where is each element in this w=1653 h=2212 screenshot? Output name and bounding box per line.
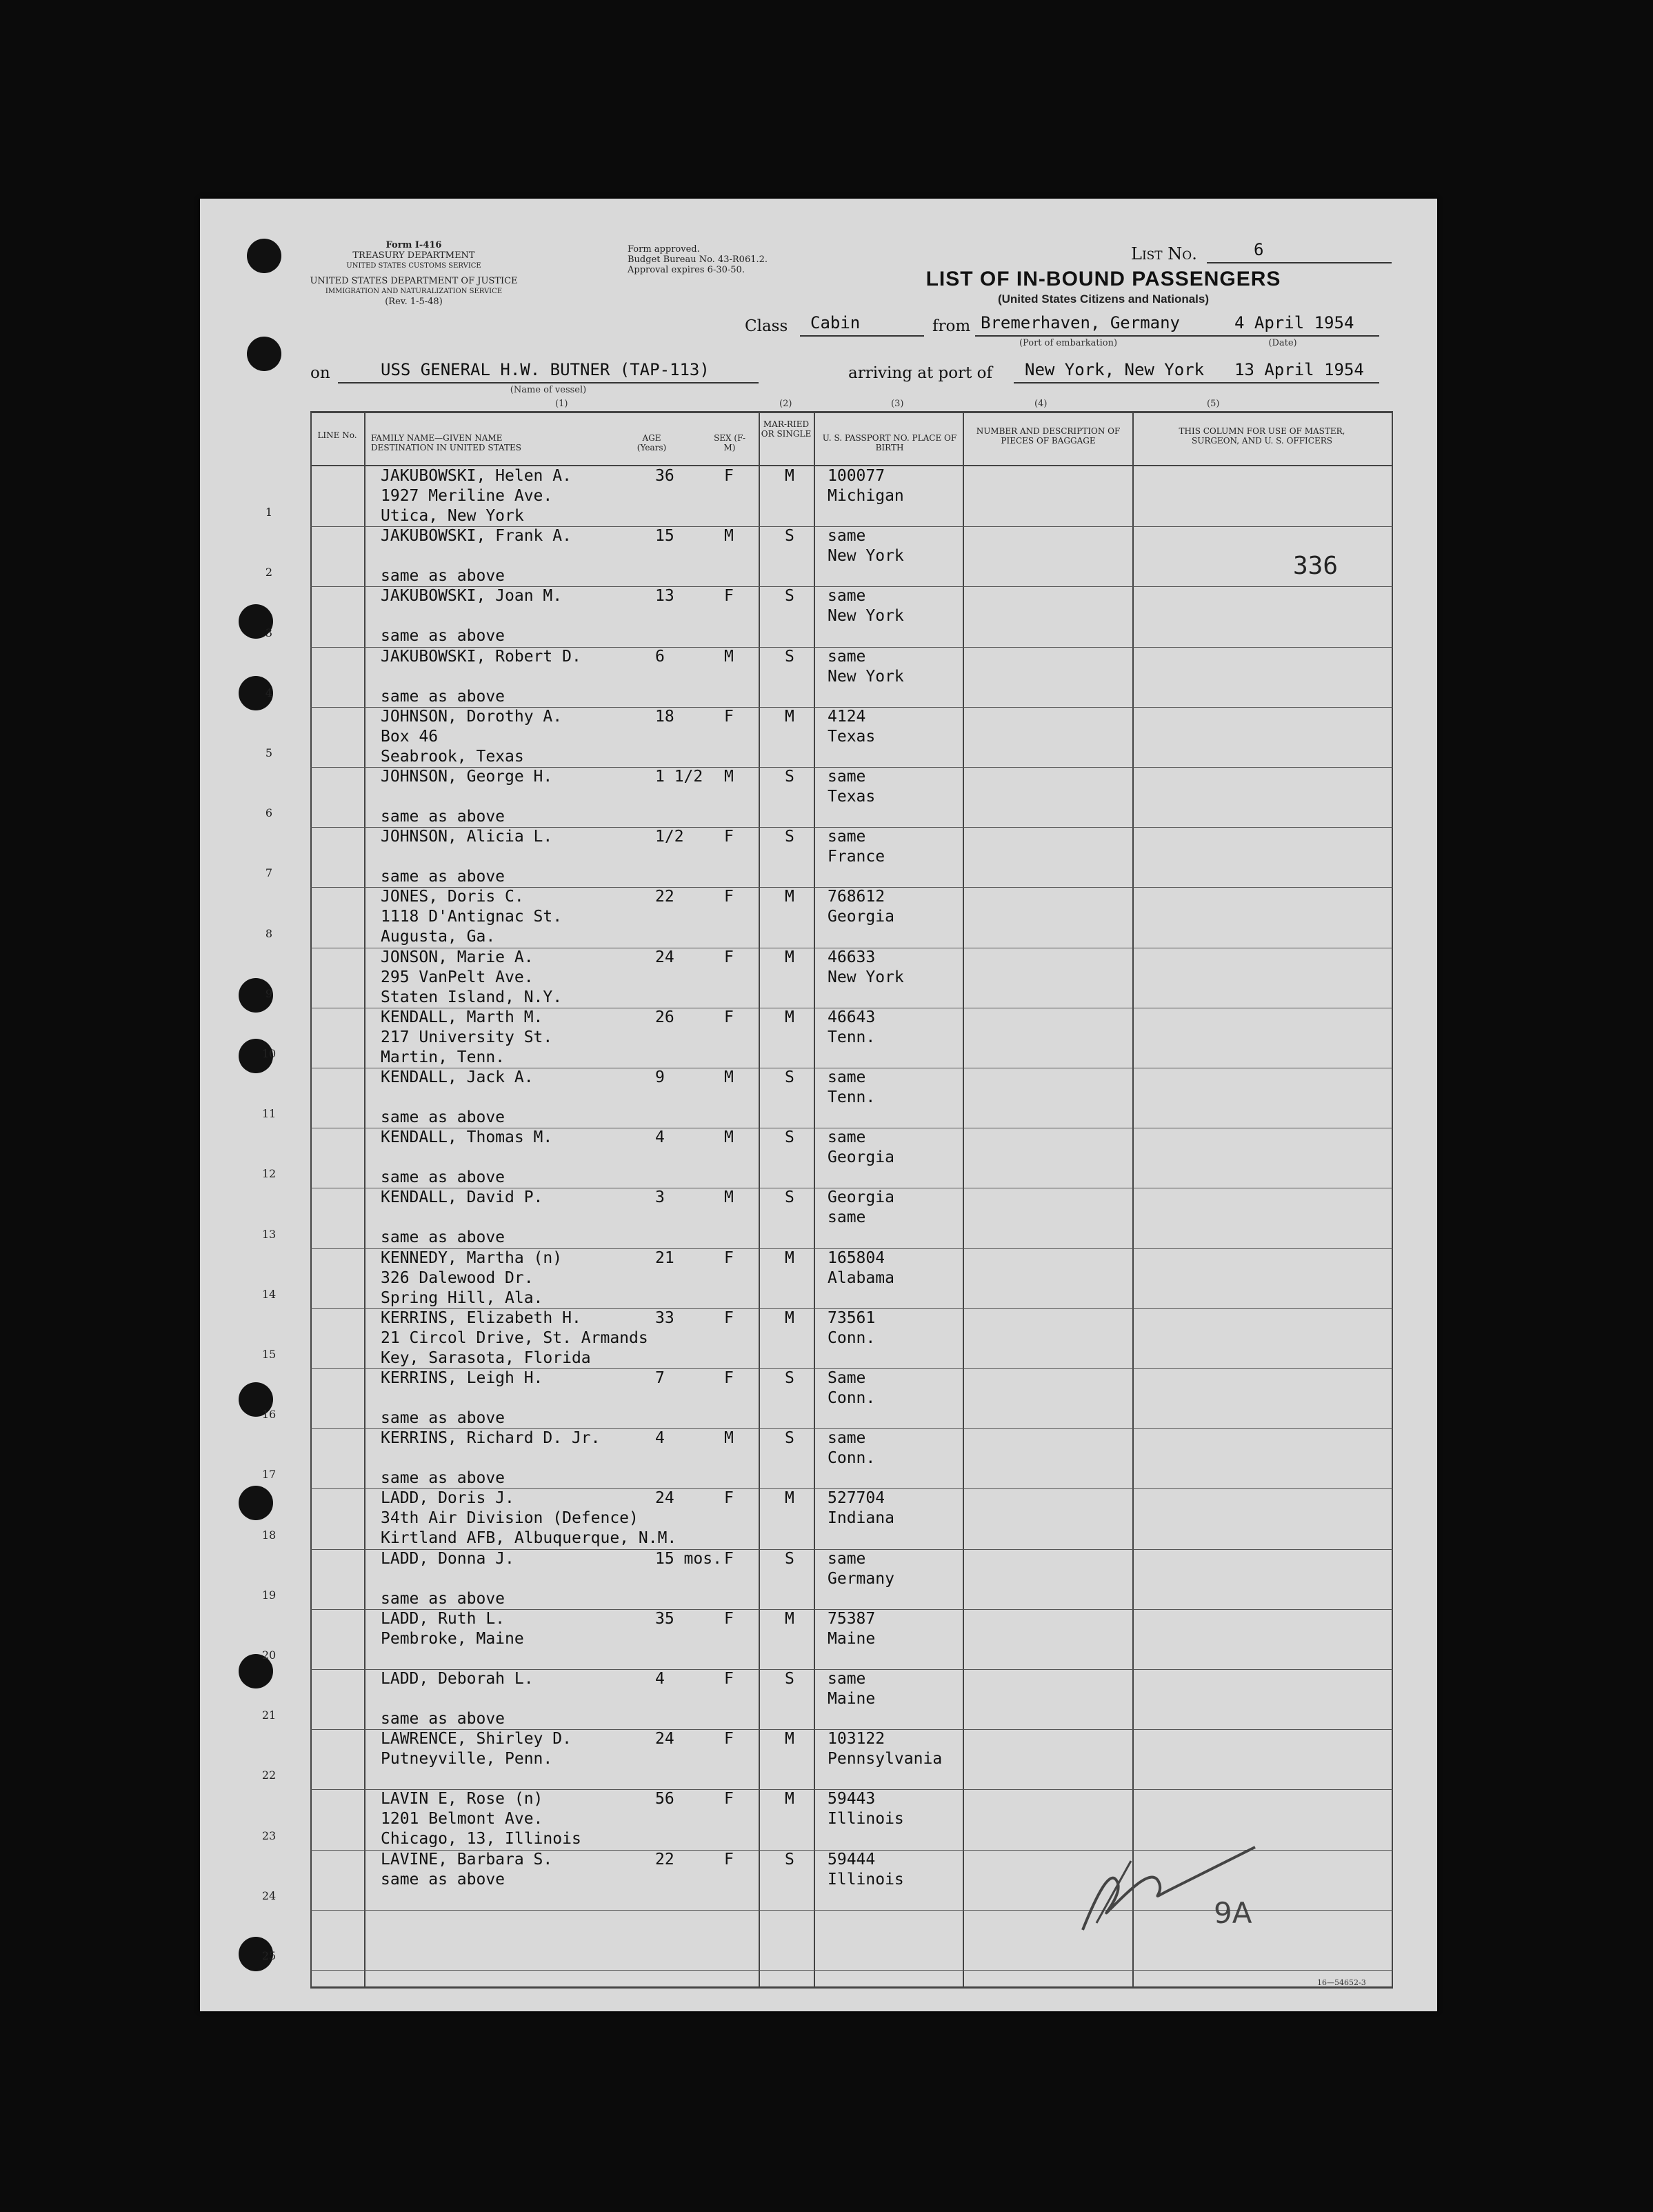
approval-block [628, 244, 807, 275]
passenger-sex: M [724, 527, 734, 545]
passenger-age: 33 [655, 1309, 674, 1327]
passport-birthplace: Georgia same [828, 1188, 894, 1226]
passport-birthplace: 103122 Pennsylvania [828, 1730, 943, 1768]
line-number: 18 [261, 1528, 277, 1542]
col-num: (5) [1207, 399, 1220, 409]
passenger-sex: F [724, 948, 734, 966]
line-number: 16 [261, 1408, 277, 1421]
marital-status: S [785, 828, 794, 846]
line-number: 1 [265, 506, 273, 519]
form-header-left-2 [303, 276, 524, 307]
marital-status: M [785, 948, 794, 966]
passenger-name: KENDALL, Thomas M. same as above [381, 1128, 553, 1186]
passenger-name: LADD, Donna J. same as above [381, 1550, 514, 1608]
from-underline [975, 335, 1223, 337]
col-head-married: MAR-RIED OR SINGLE [761, 419, 812, 439]
marital-status: M [785, 1309, 794, 1327]
passenger-age: 13 [655, 587, 674, 605]
passport-birthplace: same Tenn. [828, 1068, 876, 1106]
passenger-sex: F [724, 1369, 734, 1387]
passenger-name: JONES, Doris C. 1118 D'Antignac St. Augusta, Ga. [381, 888, 563, 946]
passenger-sex: F [724, 1790, 734, 1808]
col-head-age: AGE (Years) [637, 433, 667, 452]
passenger-name: JONSON, Marie A. 295 VanPelt Ave. Staten Island, N.Y. [381, 948, 563, 1006]
passport-birthplace: same Texas [828, 768, 876, 806]
passenger-sex: F [724, 587, 734, 605]
line-number: 23 [261, 1829, 277, 1842]
punch-hole [247, 239, 281, 273]
passenger-age: 18 [655, 708, 674, 726]
passport-birthplace: same New York [828, 587, 904, 625]
passport-birthplace: 46643 Tenn. [828, 1008, 876, 1046]
col-head-officers: THIS COLUMN FOR USE OF MASTER, SURGEON, AND U. S. OFFICERS [1179, 426, 1345, 446]
passport-birthplace: same Germany [828, 1550, 894, 1588]
passenger-sex: F [724, 1851, 734, 1869]
col-num: (4) [1034, 399, 1048, 409]
from-label: from [932, 317, 971, 335]
line-number: 25 [261, 1949, 277, 1962]
passport-birthplace: same New York [828, 648, 904, 686]
signature-note: 9A [1214, 1896, 1252, 1930]
passenger-age: 4 [655, 1429, 665, 1447]
passenger-age: 15 mos. [655, 1550, 722, 1568]
punch-hole [247, 337, 281, 371]
from-value: Bremerhaven, Germany [981, 313, 1180, 332]
passport-birthplace: same New York [828, 527, 904, 565]
passenger-name: LADD, Deborah L. same as above [381, 1670, 534, 1728]
col-num: (1) [555, 399, 568, 409]
punch-hole [239, 1486, 273, 1520]
col-head-line: LINE No. [317, 430, 357, 440]
col-num: (2) [779, 399, 792, 409]
passenger-name: KENDALL, Jack A. same as above [381, 1068, 534, 1126]
arrival-date: 13 April 1954 [1234, 360, 1364, 379]
marital-status: S [785, 587, 794, 605]
passport-birthplace: 100077 Michigan [828, 467, 904, 505]
passenger-age: 7 [655, 1369, 665, 1387]
form-subtitle: (United States Citizens and Nationals) [997, 292, 1210, 306]
line-number: 12 [261, 1167, 277, 1180]
class-value: Cabin [810, 313, 861, 332]
passenger-age: 4 [655, 1670, 665, 1688]
dept-line: UNITED STATES DEPARTMENT OF JUSTICE [310, 276, 518, 286]
list-no-label: List No. [1131, 244, 1197, 263]
passenger-age: 22 [655, 1851, 674, 1869]
line-number: 8 [265, 927, 273, 940]
passenger-name: JOHNSON, Alicia L. same as above [381, 828, 553, 886]
line-number: 9 [265, 987, 273, 1000]
col-head-passport: U. S. PASSPORT NO. PLACE OF BIRTH [822, 433, 957, 452]
passenger-age: 15 [655, 527, 674, 545]
approval-line: Budget Bureau No. 43-R061.2. [628, 255, 768, 265]
line-number: 7 [265, 866, 273, 879]
passenger-sex: F [724, 1309, 734, 1327]
marital-status: S [785, 1550, 794, 1568]
line-number: 11 [261, 1107, 277, 1120]
passenger-name: KENDALL, David P. same as above [381, 1188, 543, 1246]
marital-status: S [785, 1670, 794, 1688]
passport-birthplace: 59443 Illinois [828, 1790, 904, 1828]
passenger-name: LAVINE, Barbara S. same as above [381, 1851, 553, 1889]
passenger-age: 24 [655, 948, 674, 966]
line-number: 6 [265, 806, 273, 819]
passenger-sex: F [724, 1249, 734, 1267]
row-divider [310, 1970, 1393, 1971]
passenger-age: 24 [655, 1489, 674, 1507]
form-header-left [303, 240, 524, 271]
marital-status: S [785, 1369, 794, 1387]
marital-status: M [785, 467, 794, 485]
marital-status: S [785, 648, 794, 666]
passenger-age: 4 [655, 1128, 665, 1146]
footer-code: 16—54652-3 [1317, 1978, 1366, 1987]
line-number: 24 [261, 1889, 277, 1902]
handwritten-signature [1069, 1840, 1276, 1937]
passenger-sex: F [724, 1008, 734, 1026]
passport-birthplace: Same Conn. [828, 1369, 876, 1407]
passenger-age: 26 [655, 1008, 674, 1026]
col-num: (3) [891, 399, 904, 409]
passenger-name: JOHNSON, Dorothy A. Box 46 Seabrook, Texas [381, 708, 563, 766]
embark-date: 4 April 1954 [1234, 313, 1354, 332]
passenger-age: 9 [655, 1068, 665, 1086]
line-number: 19 [261, 1588, 277, 1602]
passenger-name: LAWRENCE, Shirley D. Putneyville, Penn. [381, 1730, 572, 1768]
date-caption: (Date) [1268, 338, 1297, 348]
line-number: 5 [265, 746, 273, 759]
passenger-age: 36 [655, 467, 674, 485]
marital-status: M [785, 1008, 794, 1026]
marital-status: M [785, 888, 794, 906]
passenger-sex: F [724, 467, 734, 485]
marital-status: M [785, 708, 794, 726]
passenger-age: 3 [655, 1188, 665, 1206]
passport-birthplace: 4124 Texas [828, 708, 876, 746]
passenger-sex: M [724, 1429, 734, 1447]
approval-line: Approval expires 6-30-50. [628, 265, 745, 275]
annotation-336: 336 [1293, 552, 1339, 580]
passenger-age: 24 [655, 1730, 674, 1748]
passport-birthplace: 75387 Maine [828, 1610, 876, 1648]
form-number: Form I-416 [385, 240, 442, 250]
passenger-sex: F [724, 1489, 734, 1507]
col-head-name: FAMILY NAME—GIVEN NAME DESTINATION IN UNITED STATES [371, 433, 521, 452]
line-number: 10 [261, 1047, 277, 1060]
passenger-sex: F [724, 888, 734, 906]
passenger-sex: F [724, 1550, 734, 1568]
passport-birthplace: 59444 Illinois [828, 1851, 904, 1889]
passenger-name: KERRINS, Leigh H. same as above [381, 1369, 543, 1427]
passenger-sex: F [724, 828, 734, 846]
passenger-age: 35 [655, 1610, 674, 1628]
dept-line: UNITED STATES CUSTOMS SERVICE [346, 262, 481, 270]
marital-status: S [785, 1188, 794, 1206]
passenger-sex: M [724, 1128, 734, 1146]
passport-birthplace: same Georgia [828, 1128, 894, 1166]
list-no-underline [1207, 262, 1392, 263]
port-caption: (Port of embarkation) [1019, 338, 1118, 348]
vessel-caption: (Name of vessel) [510, 385, 587, 395]
passport-birthplace: same Conn. [828, 1429, 876, 1467]
passport-birthplace: 165804 Alabama [828, 1249, 894, 1287]
line-number: 2 [265, 566, 273, 579]
passenger-name: KENNEDY, Martha (n) 326 Dalewood Dr. Spring Hill, Ala. [381, 1249, 563, 1307]
marital-status: M [785, 1610, 794, 1628]
passenger-sex: M [724, 1068, 734, 1086]
on-label: on [310, 364, 330, 382]
dept-line: IMMIGRATION AND NATURALIZATION SERVICE [325, 288, 503, 295]
marital-status: M [785, 1730, 794, 1748]
date-underline [1223, 335, 1379, 337]
passenger-name: JAKUBOWSKI, Robert D. same as above [381, 648, 581, 706]
passenger-age: 56 [655, 1790, 674, 1808]
line-number: 13 [261, 1228, 277, 1241]
passenger-age: 1 1/2 [655, 768, 703, 786]
passenger-name: KERRINS, Richard D. Jr. same as above [381, 1429, 601, 1487]
marital-status: M [785, 1489, 794, 1507]
passport-birthplace: same France [828, 828, 885, 866]
passenger-sex: F [724, 708, 734, 726]
passport-birthplace: 73561 Conn. [828, 1309, 876, 1347]
line-number: 15 [261, 1348, 277, 1361]
passenger-name: KERRINS, Elizabeth H. 21 Circol Drive, St. Armands Key, Sarasota, Florida [381, 1309, 648, 1367]
marital-status: S [785, 1068, 794, 1086]
dept-line: TREASURY DEPARTMENT [352, 250, 475, 261]
marital-status: M [785, 1249, 794, 1267]
table-top [310, 411, 1393, 413]
class-underline [800, 335, 924, 337]
marital-status: S [785, 1128, 794, 1146]
passenger-age: 22 [655, 888, 674, 906]
approval-line: Form approved. [628, 244, 700, 255]
arriving-label: arriving at port of [848, 364, 992, 382]
line-number: 22 [261, 1768, 277, 1782]
passenger-name: KENDALL, Marth M. 217 University St. Martin, Tenn. [381, 1008, 553, 1066]
line-number: 20 [261, 1648, 277, 1662]
line-number: 3 [265, 626, 273, 639]
passenger-sex: F [724, 1730, 734, 1748]
class-label: Class [745, 317, 788, 335]
vessel-name: USS GENERAL H.W. BUTNER (TAP-113) [381, 360, 710, 379]
passenger-name: JAKUBOWSKI, Joan M. same as above [381, 587, 563, 645]
revision-line: (Rev. 1-5-48) [385, 297, 443, 307]
marital-status: S [785, 768, 794, 786]
passenger-sex: F [724, 1610, 734, 1628]
list-no-value: 6 [1254, 240, 1264, 259]
passenger-name: JAKUBOWSKI, Frank A. same as above [381, 527, 572, 585]
marital-status: S [785, 1851, 794, 1869]
table-bottom [310, 1986, 1393, 1989]
marital-status: S [785, 1429, 794, 1447]
vessel-underline [338, 382, 759, 383]
passport-birthplace: 768612 Georgia [828, 888, 894, 926]
passenger-sex: M [724, 768, 734, 786]
passport-birthplace: same Maine [828, 1670, 876, 1708]
passenger-age: 6 [655, 648, 665, 666]
passport-birthplace: 527704 Indiana [828, 1489, 894, 1527]
col-head-sex: SEX (F-M) [714, 433, 745, 452]
passenger-age: 21 [655, 1249, 674, 1267]
line-number: 14 [261, 1288, 277, 1301]
marital-status: S [785, 527, 794, 545]
passenger-sex: M [724, 648, 734, 666]
passenger-name: LADD, Ruth L. Pembroke, Maine [381, 1610, 524, 1648]
passenger-name: LAVIN E, Rose (n) 1201 Belmont Ave. Chicago, 13, Illinois [381, 1790, 581, 1848]
port-underline [1014, 382, 1379, 383]
passenger-name: JAKUBOWSKI, Helen A. 1927 Meriline Ave. Utica, New York [381, 467, 572, 525]
passenger-sex: F [724, 1670, 734, 1688]
line-number: 4 [265, 686, 273, 699]
passport-birthplace: 46633 New York [828, 948, 904, 986]
passenger-sex: M [724, 1188, 734, 1206]
passenger-age: 1/2 [655, 828, 684, 846]
marital-status: M [785, 1790, 794, 1808]
col-head-baggage: NUMBER AND DESCRIPTION OF PIECES OF BAGGAGE [976, 426, 1121, 446]
document-page [200, 199, 1437, 2011]
line-number: 21 [261, 1708, 277, 1722]
line-number: 17 [261, 1468, 277, 1481]
passenger-name: LADD, Doris J. 34th Air Division (Defence) Kirtland AFB, Albuquerque, N.M. [381, 1489, 677, 1547]
form-title: LIST OF IN-BOUND PASSENGERS [925, 268, 1281, 290]
passenger-name: JOHNSON, George H. same as above [381, 768, 553, 826]
arrival-port: New York, New York [1025, 360, 1205, 379]
